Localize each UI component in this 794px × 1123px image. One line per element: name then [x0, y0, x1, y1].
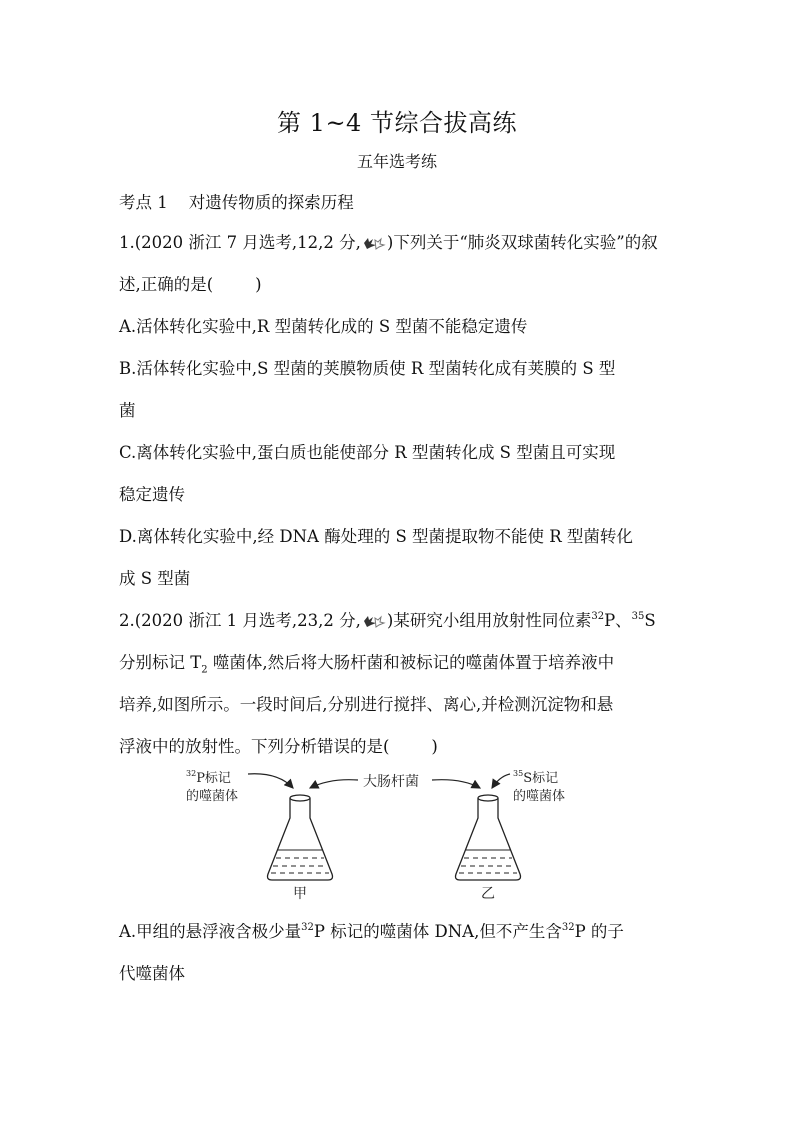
q2-line2-text-rest: 噬菌体,然后将大肠杆菌和被标记的噬菌体置于培养液中	[207, 653, 615, 672]
isotope-mass-32: 32	[561, 922, 575, 933]
left-label-line1: P标记	[196, 771, 231, 786]
q2-a-text-mid: P 标记的噬菌体 DNA,但不产生含	[313, 922, 562, 941]
right-label-line1: S标记	[523, 771, 559, 786]
page-title: 第 1~4 节综合拔高练	[277, 109, 517, 137]
section-heading: 考点 1 对遗传物质的探索历程	[119, 193, 354, 212]
arrow-left-label-to-flask	[248, 774, 293, 788]
isotope-mass-32: 32	[591, 611, 605, 622]
q1-option-d-line2: 成 S 型菌	[119, 569, 191, 588]
experiment-figure	[186, 762, 600, 904]
q2-a-text-end: P 的子	[574, 922, 624, 941]
page-subtitle: 五年选考练	[356, 152, 437, 171]
q2-a-text: A.甲组的悬浮液含极少量	[119, 922, 302, 941]
right-flask-label	[513, 769, 558, 786]
q2-line2-text: 分别标记 T	[119, 653, 202, 672]
flask-jia	[268, 795, 333, 880]
q1-question-text: )下列关于“肺炎双球菌转化实验”的叙	[386, 233, 658, 252]
isotope-mass-32: 32	[301, 922, 314, 933]
q2-option-a-line1	[119, 918, 624, 942]
q1-option-d-line1: D.离体转化实验中,经 DNA 酶处理的 S 型菌提取物不能使 R 型菌转化	[119, 527, 633, 546]
q2-stem-line3: 培养,如图所示。一段时间后,分别进行搅拌、离心,并检测沉淀物和悬	[119, 695, 614, 714]
q1-option-a: A.活体转化实验中,R 型菌转化成的 S 型菌不能稳定遗传	[119, 317, 528, 336]
q1-option-b-line2: 菌	[119, 401, 136, 420]
arrow-center-to-left-flask	[310, 780, 358, 788]
q1-option-c-line2: 稳定遗传	[119, 485, 185, 504]
isotope-mass-35: 35	[631, 611, 645, 622]
q2-stem-line4: 浮液中的放射性。下列分析错误的是( )	[119, 737, 438, 756]
left-label-sup: 32	[186, 769, 197, 778]
q1-stem-line2: 述,正确的是( )	[119, 275, 262, 294]
q2-question-text: )某研究小组用放射性同位素	[386, 611, 592, 630]
left-label-line2: 的噬菌体	[186, 789, 239, 804]
q1-option-b-line1: B.活体转化实验中,S 型菌的荚膜物质使 R 型菌转化成有荚膜的 S 型	[119, 359, 616, 378]
right-label-sup: 35	[513, 769, 524, 778]
left-flask-label	[186, 769, 231, 786]
flask-yi-label: 乙	[481, 886, 495, 902]
difficulty-star-icon	[361, 614, 387, 628]
q2-stem-line2	[119, 649, 614, 675]
q1-stem-line1	[119, 229, 658, 253]
q2-source: 2.(2020 浙江 1 月选考,23,2 分,	[119, 611, 361, 630]
arrow-right-label-to-flask	[492, 774, 510, 788]
isotope-s: S	[644, 611, 656, 630]
difficulty-star-icon	[361, 236, 387, 250]
flask-jia-label: 甲	[293, 886, 307, 902]
flask-yi	[456, 795, 521, 880]
q2-stem-line1	[119, 607, 656, 631]
center-label: 大肠杆菌	[363, 774, 419, 790]
right-label-line2: 的噬菌体	[513, 789, 566, 804]
arrow-center-to-right-flask	[432, 780, 480, 788]
q1-option-c-line1: C.离体转化实验中,蛋白质也能使部分 R 型菌转化成 S 型菌且可实现	[119, 443, 616, 462]
q2-option-a-line2: 代噬菌体	[119, 964, 185, 983]
q1-source: 1.(2020 浙江 7 月选考,12,2 分,	[119, 233, 361, 252]
isotope-p: P、	[604, 611, 632, 630]
phage-subscript: 2	[201, 664, 208, 676]
